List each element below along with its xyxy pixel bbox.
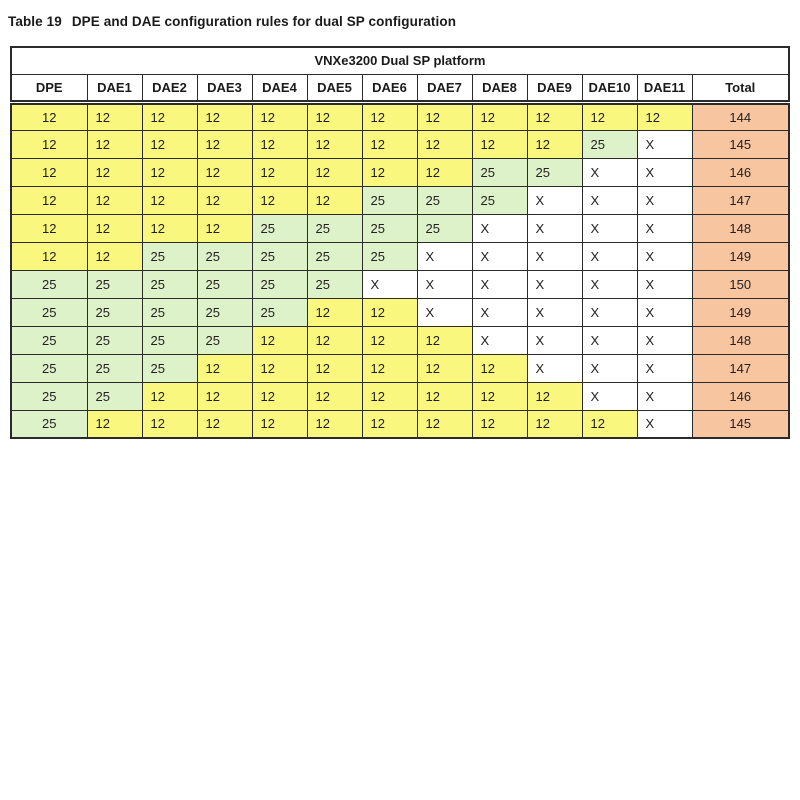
cell-dae2: 12 bbox=[142, 214, 197, 242]
cell-dae6: 12 bbox=[362, 410, 417, 438]
cell-dae4: 12 bbox=[252, 158, 307, 186]
cell-dae8: X bbox=[472, 270, 527, 298]
cell-dae4: 12 bbox=[252, 130, 307, 158]
cell-dae6: 12 bbox=[362, 130, 417, 158]
cell-dae8: 25 bbox=[472, 186, 527, 214]
cell-dae9: X bbox=[527, 186, 582, 214]
cell-dae6: X bbox=[362, 270, 417, 298]
cell-dae1: 25 bbox=[87, 270, 142, 298]
column-header-dae1: DAE1 bbox=[87, 74, 142, 102]
cell-dae7: X bbox=[417, 270, 472, 298]
column-header-dae3: DAE3 bbox=[197, 74, 252, 102]
platform-header-row bbox=[11, 47, 789, 74]
cell-dae9: X bbox=[527, 354, 582, 382]
cell-dae4: 25 bbox=[252, 242, 307, 270]
cell-dae1: 12 bbox=[87, 102, 142, 130]
cell-dae10: 12 bbox=[582, 102, 637, 130]
cell-dae7: 12 bbox=[417, 382, 472, 410]
cell-dae7: 12 bbox=[417, 158, 472, 186]
cell-dae5: 12 bbox=[307, 326, 362, 354]
cell-dae11: X bbox=[637, 298, 692, 326]
cell-dae2: 12 bbox=[142, 186, 197, 214]
cell-dae4: 12 bbox=[252, 186, 307, 214]
cell-dae11: 12 bbox=[637, 102, 692, 130]
cell-dae2: 12 bbox=[142, 382, 197, 410]
cell-dae4: 25 bbox=[252, 298, 307, 326]
cell-dae6: 12 bbox=[362, 158, 417, 186]
cell-dae5: 12 bbox=[307, 158, 362, 186]
cell-total: 148 bbox=[692, 326, 789, 354]
cell-dpe: 12 bbox=[11, 102, 87, 130]
column-header-dae7: DAE7 bbox=[417, 74, 472, 102]
cell-dae2: 25 bbox=[142, 270, 197, 298]
cell-dae2: 12 bbox=[142, 410, 197, 438]
cell-dae9: X bbox=[527, 214, 582, 242]
cell-total: 148 bbox=[692, 214, 789, 242]
cell-dae5: 12 bbox=[307, 102, 362, 130]
cell-dae5: 25 bbox=[307, 214, 362, 242]
cell-dpe: 25 bbox=[11, 270, 87, 298]
column-header-row bbox=[11, 74, 789, 102]
table-row bbox=[11, 186, 789, 214]
cell-total: 144 bbox=[692, 102, 789, 130]
cell-dae3: 25 bbox=[197, 270, 252, 298]
cell-dae3: 12 bbox=[197, 410, 252, 438]
cell-dae5: 12 bbox=[307, 186, 362, 214]
cell-dae11: X bbox=[637, 242, 692, 270]
cell-dae1: 12 bbox=[87, 410, 142, 438]
cell-dae2: 12 bbox=[142, 158, 197, 186]
cell-total: 146 bbox=[692, 382, 789, 410]
cell-dpe: 12 bbox=[11, 214, 87, 242]
cell-dae4: 12 bbox=[252, 410, 307, 438]
cell-dae7: X bbox=[417, 242, 472, 270]
cell-dae11: X bbox=[637, 158, 692, 186]
cell-dae4: 12 bbox=[252, 102, 307, 130]
cell-dae3: 12 bbox=[197, 186, 252, 214]
cell-dae5: 12 bbox=[307, 410, 362, 438]
cell-dae11: X bbox=[637, 130, 692, 158]
column-header-dae8: DAE8 bbox=[472, 74, 527, 102]
cell-dae7: 12 bbox=[417, 354, 472, 382]
column-header-dae5: DAE5 bbox=[307, 74, 362, 102]
cell-total: 150 bbox=[692, 270, 789, 298]
cell-dae10: 12 bbox=[582, 410, 637, 438]
cell-dae11: X bbox=[637, 354, 692, 382]
cell-dae6: 12 bbox=[362, 382, 417, 410]
cell-dpe: 12 bbox=[11, 186, 87, 214]
table-row bbox=[11, 354, 789, 382]
column-header-dae6: DAE6 bbox=[362, 74, 417, 102]
cell-dae4: 25 bbox=[252, 270, 307, 298]
cell-dpe: 12 bbox=[11, 242, 87, 270]
cell-dae1: 12 bbox=[87, 214, 142, 242]
cell-dae9: X bbox=[527, 326, 582, 354]
cell-dae7: X bbox=[417, 298, 472, 326]
cell-dae1: 25 bbox=[87, 326, 142, 354]
cell-dae7: 12 bbox=[417, 102, 472, 130]
cell-total: 149 bbox=[692, 242, 789, 270]
cell-dae6: 25 bbox=[362, 242, 417, 270]
column-header-dpe: DPE bbox=[11, 74, 87, 102]
platform-header: VNXe3200 Dual SP platform bbox=[11, 47, 789, 74]
cell-total: 145 bbox=[692, 130, 789, 158]
table-row bbox=[11, 102, 789, 130]
cell-dae11: X bbox=[637, 186, 692, 214]
column-header-dae4: DAE4 bbox=[252, 74, 307, 102]
cell-dae10: 25 bbox=[582, 130, 637, 158]
cell-dae1: 25 bbox=[87, 382, 142, 410]
cell-dae10: X bbox=[582, 242, 637, 270]
cell-dae4: 12 bbox=[252, 326, 307, 354]
cell-dpe: 25 bbox=[11, 326, 87, 354]
cell-dae7: 25 bbox=[417, 186, 472, 214]
cell-dae10: X bbox=[582, 186, 637, 214]
cell-dae8: 12 bbox=[472, 410, 527, 438]
cell-dae9: 25 bbox=[527, 158, 582, 186]
cell-dae11: X bbox=[637, 382, 692, 410]
column-header-dae9: DAE9 bbox=[527, 74, 582, 102]
cell-dae8: 12 bbox=[472, 102, 527, 130]
cell-dae9: 12 bbox=[527, 382, 582, 410]
cell-dae3: 12 bbox=[197, 158, 252, 186]
cell-dae6: 25 bbox=[362, 186, 417, 214]
cell-total: 146 bbox=[692, 158, 789, 186]
cell-dae6: 12 bbox=[362, 354, 417, 382]
cell-dae3: 12 bbox=[197, 102, 252, 130]
table-row bbox=[11, 158, 789, 186]
cell-dae1: 25 bbox=[87, 298, 142, 326]
cell-dae2: 25 bbox=[142, 242, 197, 270]
column-header-total: Total bbox=[692, 74, 789, 102]
cell-dae7: 25 bbox=[417, 214, 472, 242]
cell-dae3: 12 bbox=[197, 214, 252, 242]
cell-dae4: 12 bbox=[252, 382, 307, 410]
table-row bbox=[11, 130, 789, 158]
cell-dae8: X bbox=[472, 298, 527, 326]
table-row bbox=[11, 326, 789, 354]
cell-dae8: X bbox=[472, 214, 527, 242]
cell-dpe: 25 bbox=[11, 354, 87, 382]
cell-dae10: X bbox=[582, 354, 637, 382]
cell-dae5: 12 bbox=[307, 354, 362, 382]
cell-dae1: 12 bbox=[87, 130, 142, 158]
config-table-body bbox=[11, 102, 789, 438]
cell-dae5: 25 bbox=[307, 270, 362, 298]
cell-dae10: X bbox=[582, 158, 637, 186]
cell-dae6: 12 bbox=[362, 298, 417, 326]
cell-dae2: 12 bbox=[142, 130, 197, 158]
cell-dae3: 12 bbox=[197, 382, 252, 410]
cell-dae9: X bbox=[527, 270, 582, 298]
cell-dae2: 25 bbox=[142, 326, 197, 354]
cell-dae8: X bbox=[472, 326, 527, 354]
cell-total: 149 bbox=[692, 298, 789, 326]
column-header-dae10: DAE10 bbox=[582, 74, 637, 102]
cell-dae11: X bbox=[637, 410, 692, 438]
cell-dae6: 12 bbox=[362, 102, 417, 130]
cell-dae11: X bbox=[637, 270, 692, 298]
cell-dae8: 12 bbox=[472, 382, 527, 410]
cell-total: 145 bbox=[692, 410, 789, 438]
cell-dae3: 25 bbox=[197, 326, 252, 354]
cell-total: 147 bbox=[692, 186, 789, 214]
cell-dae8: 25 bbox=[472, 158, 527, 186]
cell-dpe: 25 bbox=[11, 382, 87, 410]
table-row bbox=[11, 242, 789, 270]
cell-dae5: 25 bbox=[307, 242, 362, 270]
cell-dae3: 12 bbox=[197, 354, 252, 382]
cell-dae1: 25 bbox=[87, 354, 142, 382]
cell-dae2: 25 bbox=[142, 298, 197, 326]
table-row bbox=[11, 298, 789, 326]
cell-dae9: X bbox=[527, 242, 582, 270]
cell-dae10: X bbox=[582, 270, 637, 298]
cell-dae10: X bbox=[582, 298, 637, 326]
cell-dpe: 12 bbox=[11, 158, 87, 186]
cell-dae4: 25 bbox=[252, 214, 307, 242]
cell-dae8: X bbox=[472, 242, 527, 270]
config-table bbox=[10, 46, 790, 439]
table-row bbox=[11, 270, 789, 298]
cell-dpe: 25 bbox=[11, 410, 87, 438]
cell-dae9: 12 bbox=[527, 130, 582, 158]
cell-total: 147 bbox=[692, 354, 789, 382]
cell-dae8: 12 bbox=[472, 354, 527, 382]
cell-dae9: 12 bbox=[527, 410, 582, 438]
cell-dae7: 12 bbox=[417, 326, 472, 354]
cell-dae8: 12 bbox=[472, 130, 527, 158]
table-row bbox=[11, 382, 789, 410]
table-caption bbox=[8, 14, 790, 29]
cell-dae7: 12 bbox=[417, 410, 472, 438]
column-header-dae2: DAE2 bbox=[142, 74, 197, 102]
cell-dae10: X bbox=[582, 214, 637, 242]
cell-dae11: X bbox=[637, 326, 692, 354]
cell-dae7: 12 bbox=[417, 130, 472, 158]
cell-dae5: 12 bbox=[307, 382, 362, 410]
cell-dae4: 12 bbox=[252, 354, 307, 382]
cell-dae3: 12 bbox=[197, 130, 252, 158]
table-row bbox=[11, 214, 789, 242]
cell-dae6: 25 bbox=[362, 214, 417, 242]
cell-dae11: X bbox=[637, 214, 692, 242]
cell-dae10: X bbox=[582, 382, 637, 410]
column-header-dae11: DAE11 bbox=[637, 74, 692, 102]
table-caption-number: Table 19 bbox=[8, 14, 62, 29]
cell-dae1: 12 bbox=[87, 186, 142, 214]
cell-dae2: 25 bbox=[142, 354, 197, 382]
cell-dae9: 12 bbox=[527, 102, 582, 130]
cell-dae10: X bbox=[582, 326, 637, 354]
cell-dpe: 12 bbox=[11, 130, 87, 158]
cell-dae1: 12 bbox=[87, 158, 142, 186]
cell-dpe: 25 bbox=[11, 298, 87, 326]
table-caption-text: DPE and DAE configuration rules for dual SP configuration bbox=[71, 14, 457, 29]
cell-dae3: 25 bbox=[197, 298, 252, 326]
cell-dae6: 12 bbox=[362, 326, 417, 354]
cell-dae2: 12 bbox=[142, 102, 197, 130]
cell-dae5: 12 bbox=[307, 130, 362, 158]
cell-dae3: 25 bbox=[197, 242, 252, 270]
cell-dae9: X bbox=[527, 298, 582, 326]
cell-dae1: 12 bbox=[87, 242, 142, 270]
table-row bbox=[11, 410, 789, 438]
cell-dae5: 12 bbox=[307, 298, 362, 326]
